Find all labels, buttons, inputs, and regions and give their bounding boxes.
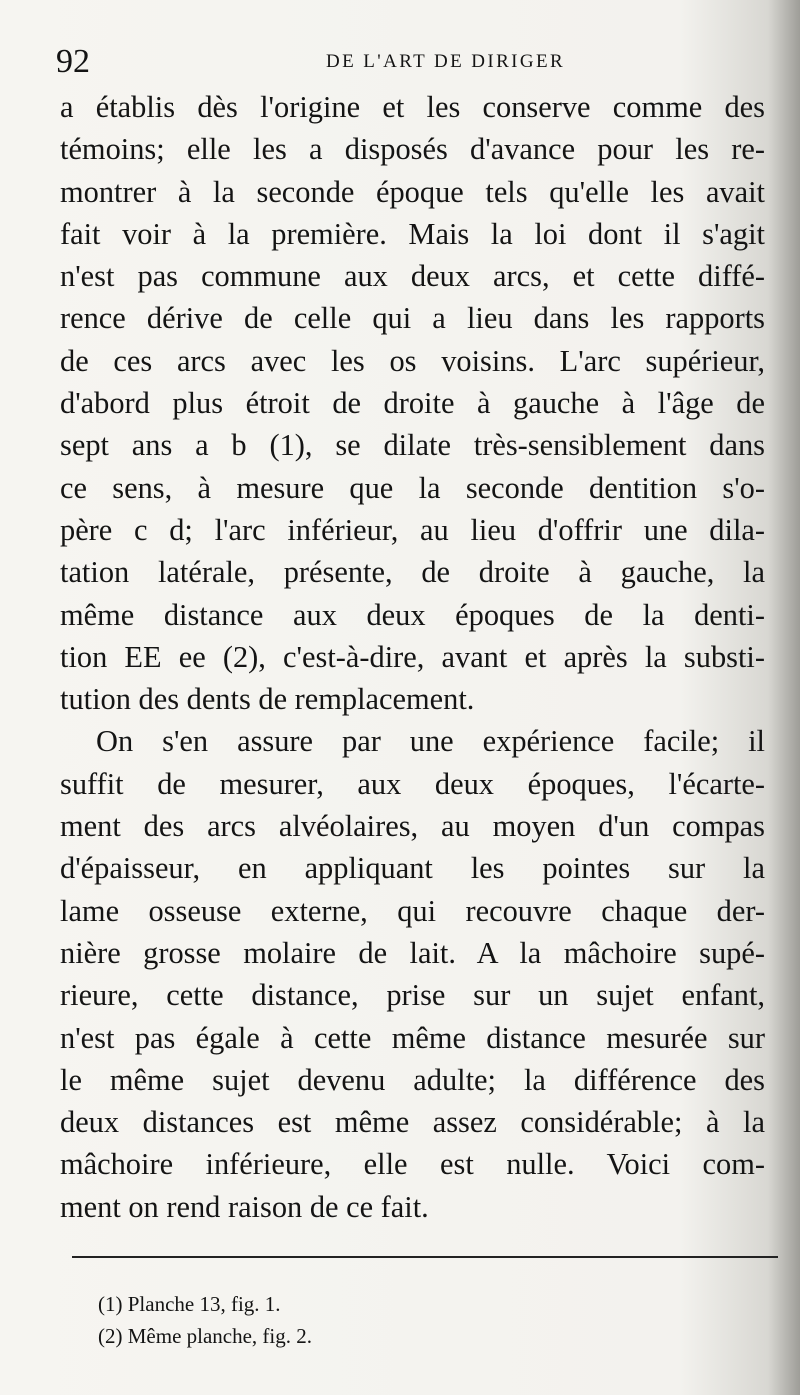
text-line: rence dérive de celle qui a lieu dans les rapports [60, 301, 765, 336]
text-line: d'abord plus étroit de droite à gauche à l'âge de [60, 386, 765, 421]
text-line: tution des dents de remplacement. [60, 682, 475, 717]
text-line: le même sujet devenu adulte; la différence des [60, 1062, 765, 1097]
text-line: mâchoire inférieure, elle est nulle. Voici com- [60, 1147, 765, 1182]
text-line: de ces arcs avec les os voisins. L'arc supérieur, [60, 343, 765, 378]
text-line: n'est pas égale à cette même distance mesurée sur [60, 1020, 765, 1055]
text-line: sept ans a b (1), se dilate très-sensiblement dans [60, 428, 765, 463]
text-line: ce sens, à mesure que la seconde dentition s'o- [60, 470, 765, 505]
text-line: tion EE ee (2), c'est-à-dire, avant et après la substi- [60, 639, 765, 674]
text-line: ment des arcs alvéolaires, au moyen d'un compas [60, 809, 765, 844]
text-line: n'est pas commune aux deux arcs, et cette diffé- [60, 259, 765, 294]
text-line: même distance aux deux époques de la denti- [60, 597, 765, 632]
running-head: DE L'ART DE DIRIGER [326, 51, 566, 72]
body-text [60, 86, 765, 1228]
page-number: 92 [56, 43, 90, 80]
text-line: père c d; l'arc inférieur, au lieu d'offrir une dila- [60, 512, 765, 547]
text-line: suffit de mesurer, aux deux époques, l'écarte- [60, 766, 765, 801]
text-line: On s'en assure par une expérience facile; il [96, 724, 765, 759]
text-line: nière grosse molaire de lait. A la mâchoire supé- [60, 935, 765, 970]
text-line: a établis dès l'origine et les conserve comme des [60, 90, 765, 124]
text-line: d'épaisseur, en appliquant les pointes sur la [60, 851, 765, 886]
paragraph-2 [60, 720, 765, 1228]
page-header [56, 42, 776, 82]
footnote-rule [72, 1256, 778, 1258]
text-line: témoins; elle les a disposés d'avance pour les re- [60, 132, 765, 167]
text-line: montrer à la seconde époque tels qu'elle les avait [60, 174, 765, 209]
text-line: lame osseuse externe, qui recouvre chaque der- [60, 893, 765, 928]
footnotes [98, 1288, 698, 1352]
footnote-2: (2) Même planche, fig. 2. [98, 1324, 313, 1348]
text-line: fait voir à la première. Mais la loi dont il s'agit [60, 216, 765, 251]
text-line: rieure, cette distance, prise sur un sujet enfant, [60, 978, 765, 1013]
text-line: ment on rend raison de ce fait. [60, 1189, 429, 1224]
text-line: tation latérale, présente, de droite à gauche, la [60, 555, 765, 590]
paragraph-1 [60, 86, 765, 720]
text-line: deux distances est même assez considérable; à la [60, 1105, 765, 1140]
footnote-1: (1) Planche 13, fig. 1. [98, 1292, 281, 1316]
